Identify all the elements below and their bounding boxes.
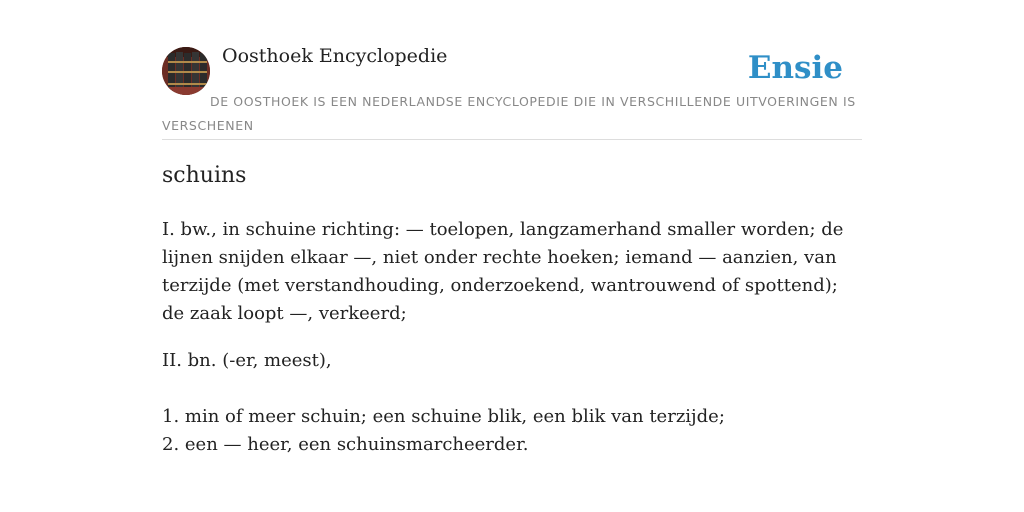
list-item: 2. een — heer, een schuinsmarcheerder. <box>162 434 529 455</box>
definition-sense-1: I. bw., in schuine richting: — toelopen, langzamerhand smaller worden; de lijnen snijden elkaar —, niet onder rechte hoeken; iemand — aanzien, van terzijde (met verstandhouding, onderzoekend, wantrouwend of spottend); de zaak loopt —, verkeerd; <box>162 219 844 324</box>
books-icon <box>162 47 210 95</box>
site-tagline: DE OOSTHOEK IS EEN NEDERLANDSE ENCYCLOPEDIE DIE IN VERSCHILLENDE UITVOERINGEN IS VERSCHENEN <box>162 94 856 133</box>
avatar[interactable] <box>162 47 210 95</box>
brand-logo[interactable]: Ensie <box>747 50 843 86</box>
entry-title: schuins <box>162 163 247 188</box>
site-name[interactable]: Oosthoek Encyclopedie <box>222 45 448 67</box>
definition-sense-2: II. bn. (-er, meest), <box>162 350 332 371</box>
list-item: 1. min of meer schuin; een schuine blik, een blik van terzijde; <box>162 406 725 427</box>
content-container <box>162 0 862 455</box>
site-header <box>162 0 862 140</box>
sub-sense-list <box>162 403 725 459</box>
